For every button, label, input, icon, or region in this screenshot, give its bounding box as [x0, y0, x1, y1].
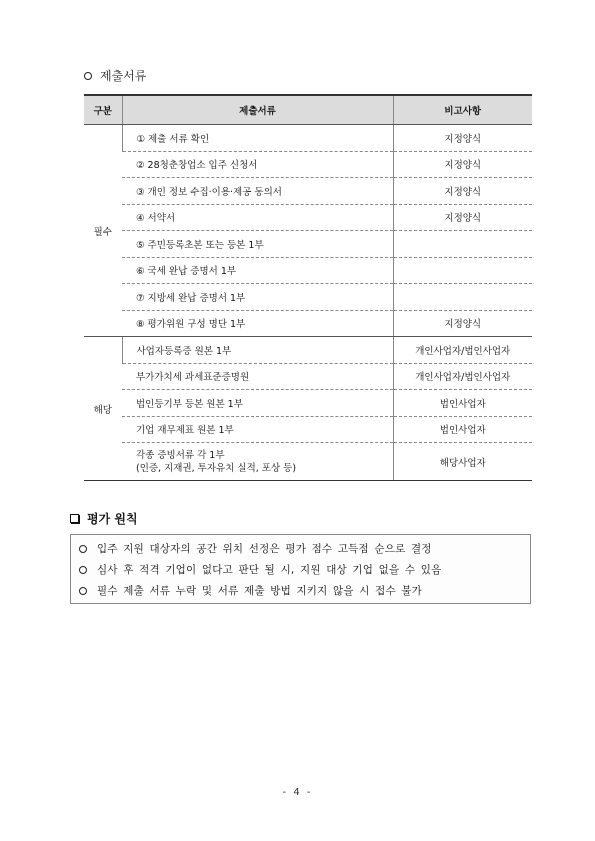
principle-text: 필수 제출 서류 누락 및 서류 제출 방법 지키지 않을 시 접수 불가: [97, 585, 423, 597]
doc-name: ⑧ 평가위원 구성 명단 1부: [122, 310, 393, 337]
doc-name: ③ 개인 정보 수집·이용·제공 동의서: [122, 178, 393, 205]
principle-text: 입주 지원 대상자의 공간 위치 선정은 평가 점수 고득점 순으로 결정: [97, 543, 432, 555]
group-applicable: 해당: [84, 337, 122, 481]
doc-name: ⑥ 국세 완납 증명서 1부: [122, 257, 393, 284]
doc-note: 지정양식: [393, 310, 532, 337]
submission-docs-title: 제출서류: [100, 69, 147, 83]
submission-docs-table: [84, 94, 532, 481]
doc-note: 지정양식: [393, 151, 532, 178]
table-row: [84, 416, 532, 443]
doc-name: ④ 서약서: [122, 204, 393, 231]
group-required: 필수: [84, 125, 122, 337]
list-item: [79, 538, 530, 559]
doc-name-detail: (인증, 지재권, 투자유치 실적, 포상 등): [136, 462, 297, 474]
circle-bullet-icon: [79, 566, 87, 574]
doc-name: 각종 증빙서류 각 1부: [136, 449, 225, 461]
header-category: 구분: [84, 95, 122, 125]
doc-note: [393, 257, 532, 284]
table-row: [84, 337, 532, 364]
table-row: [84, 151, 532, 178]
table-row: [84, 125, 532, 152]
square-bullet-icon: [70, 514, 79, 523]
submission-docs-heading: [84, 67, 146, 84]
evaluation-principles-box: [70, 534, 531, 604]
doc-note: 지정양식: [393, 204, 532, 231]
doc-note: [393, 284, 532, 311]
doc-name: 사업자등록증 원본 1부: [122, 337, 393, 364]
table-row: [84, 363, 532, 390]
doc-note: 개인사업자/법인사업자: [393, 363, 532, 390]
evaluation-principles-heading: [70, 510, 138, 527]
header-remarks: 비고사항: [393, 95, 532, 125]
list-item: [79, 580, 530, 601]
evaluation-principles-title: 평가 원칙: [87, 512, 138, 526]
doc-name: ⑤ 주민등록초본 또는 등본 1부: [122, 231, 393, 258]
page-number: - 4 -: [282, 787, 313, 798]
table-row: [84, 284, 532, 311]
table-row: [84, 443, 532, 481]
doc-name-multiline: [122, 443, 393, 481]
circle-bullet-icon: [79, 587, 87, 595]
table-row: [84, 204, 532, 231]
doc-name: 기업 재무제표 원본 1부: [122, 416, 393, 443]
doc-name: ② 28청춘창업소 입주 신청서: [122, 151, 393, 178]
doc-note: 해당사업자: [393, 443, 532, 481]
list-item: [79, 559, 530, 580]
doc-note: [393, 231, 532, 258]
table-row: [84, 257, 532, 284]
circle-bullet-icon: [79, 545, 87, 553]
doc-name: 법인등기부 등본 원본 1부: [122, 390, 393, 417]
doc-name: ⑦ 지방세 완납 증명서 1부: [122, 284, 393, 311]
table-row: [84, 310, 532, 337]
table-row: [84, 231, 532, 258]
circle-bullet-icon: [84, 72, 92, 80]
doc-note: 개인사업자/법인사업자: [393, 337, 532, 364]
doc-note: 법인사업자: [393, 416, 532, 443]
doc-note: 법인사업자: [393, 390, 532, 417]
doc-name: 부가가치세 과세표준증명원: [122, 363, 393, 390]
principle-text: 심사 후 적격 기업이 없다고 판단 될 시, 지원 대상 기업 없을 수 있음: [97, 564, 442, 576]
header-document: 제출서류: [122, 95, 393, 125]
doc-note: 지정양식: [393, 178, 532, 205]
table-row: [84, 390, 532, 417]
doc-name: ① 제출 서류 확인: [122, 125, 393, 152]
table-row: [84, 178, 532, 205]
table-header-row: [84, 95, 532, 125]
doc-note: 지정양식: [393, 125, 532, 152]
